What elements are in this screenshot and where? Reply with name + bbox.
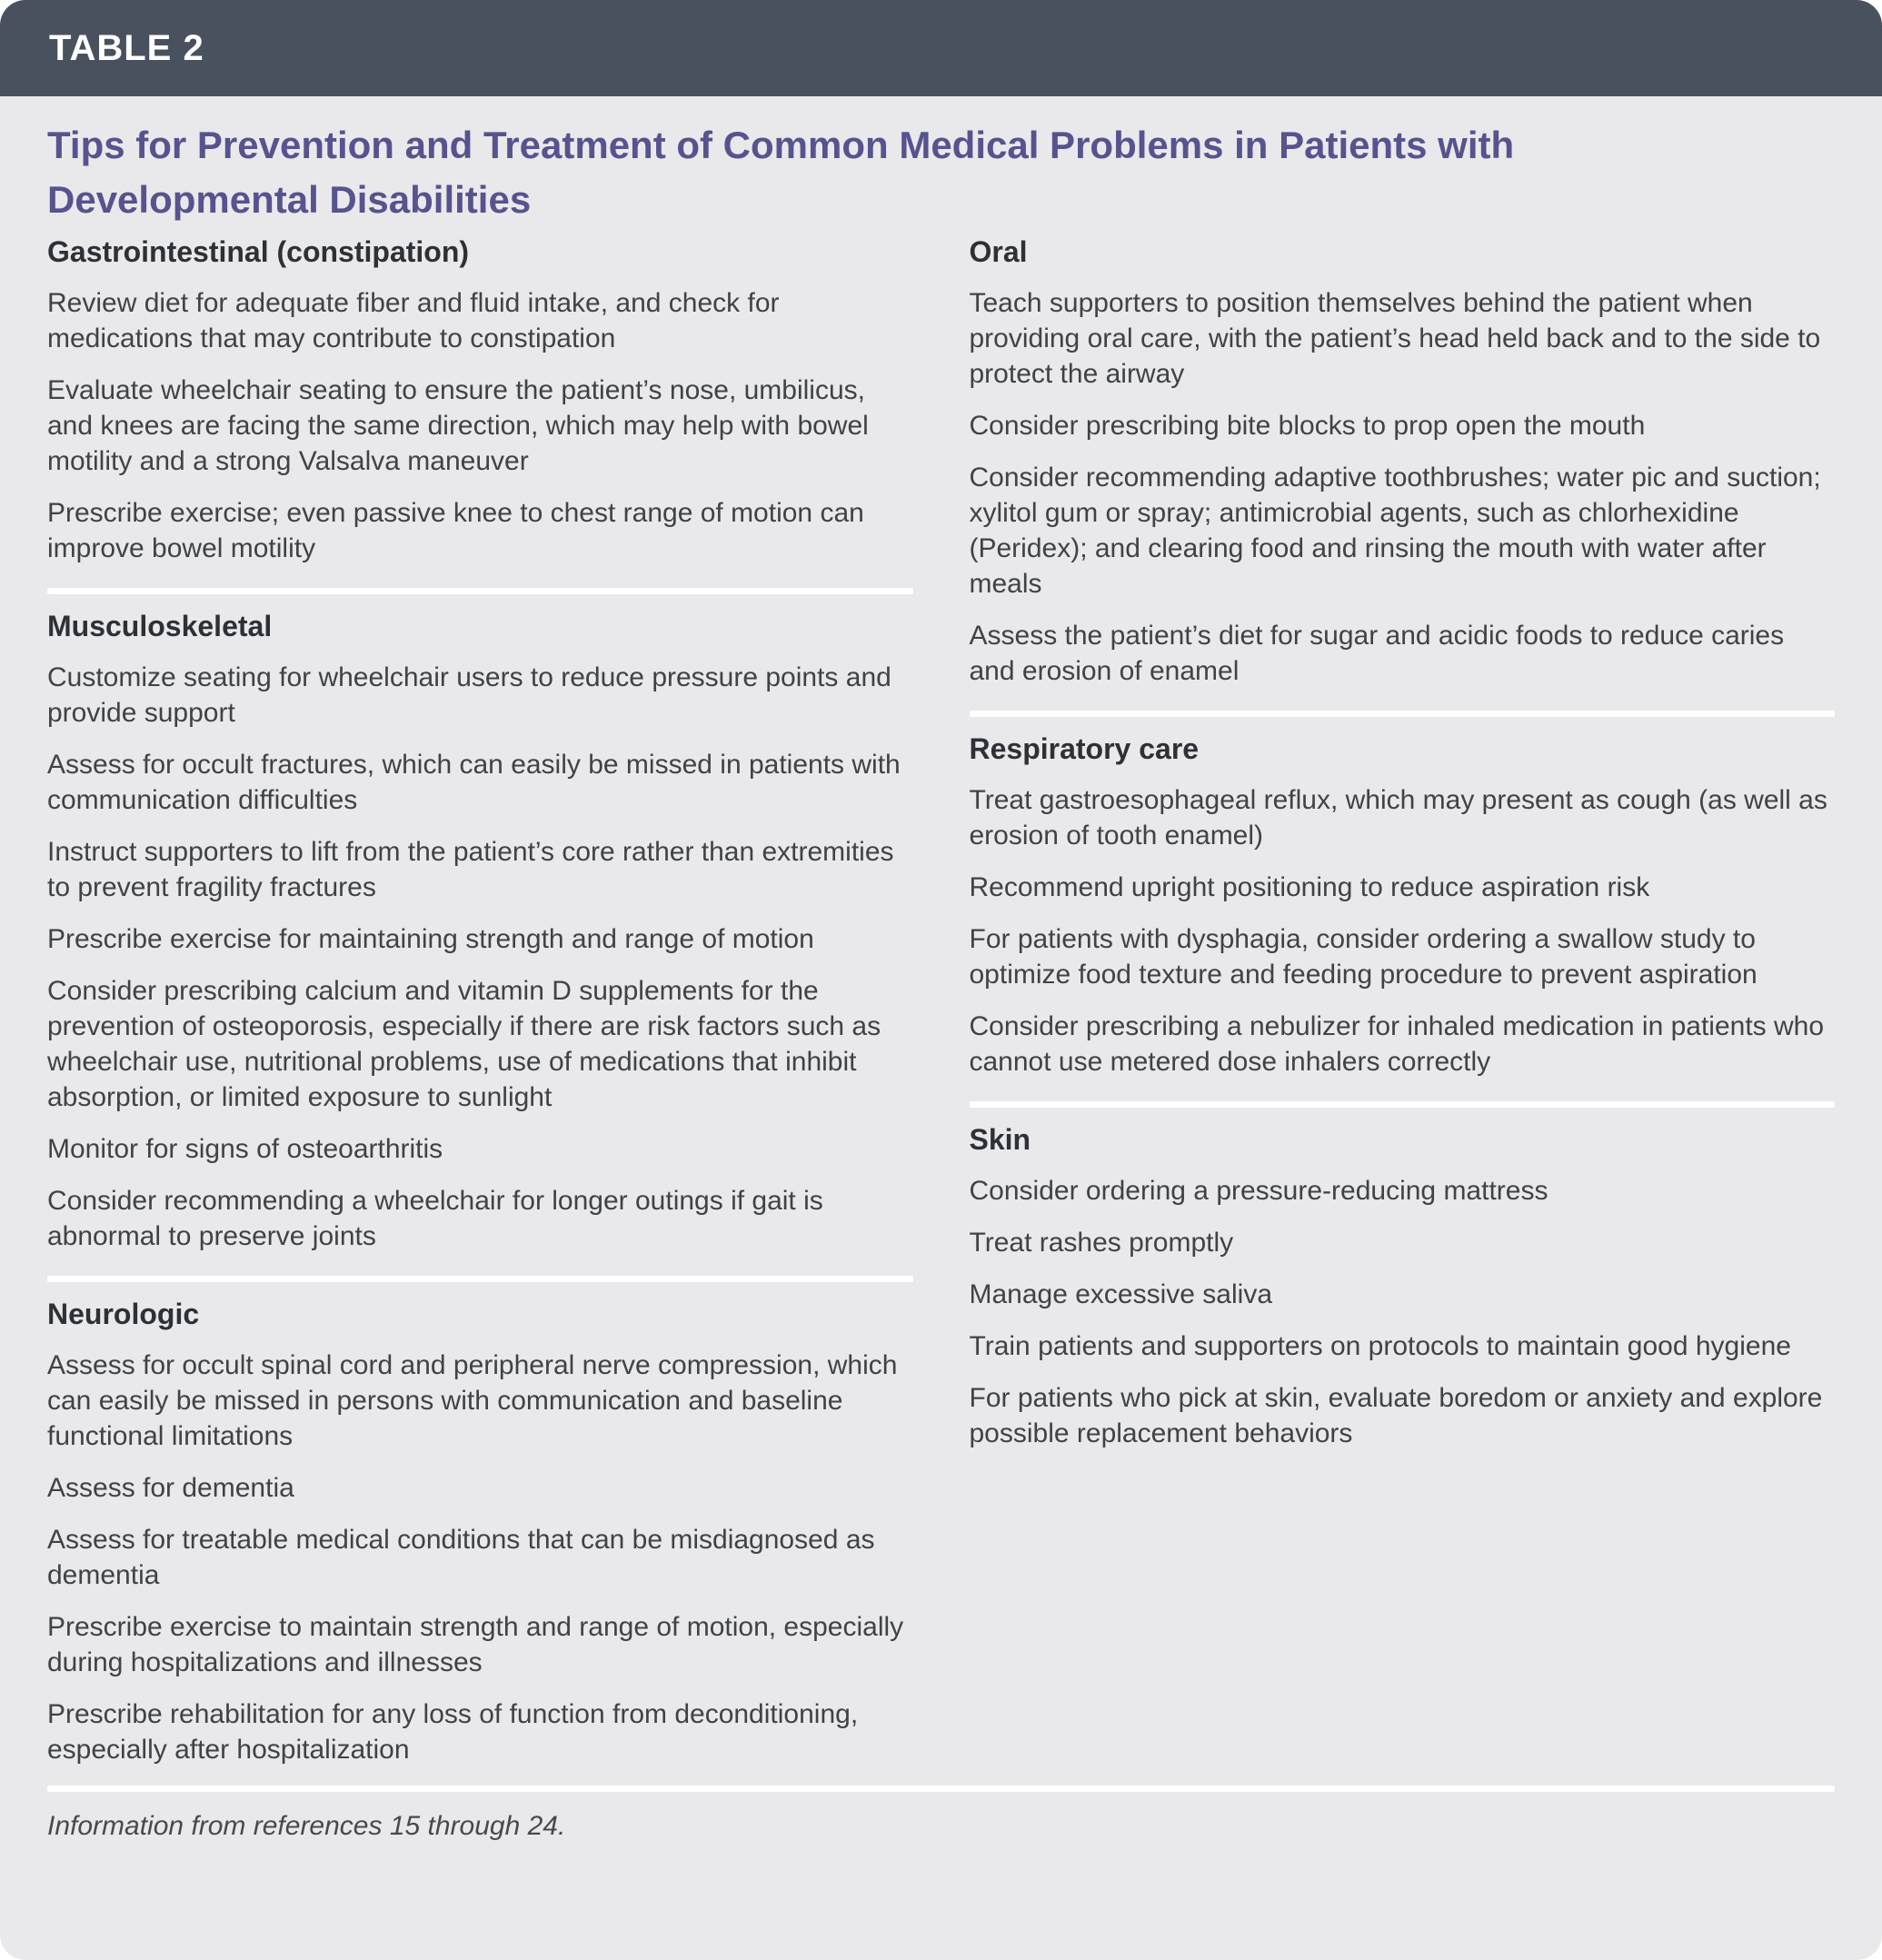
section-respiratory-care bbox=[970, 731, 1836, 1079]
tip-item: Instruct supporters to lift from the patient’s core rather than extremities to prevent fragility fractures bbox=[47, 837, 894, 902]
tip-item: Manage excessive saliva bbox=[969, 1279, 1273, 1309]
section-heading: Respiratory care bbox=[969, 732, 1200, 765]
tip-item: Consider recommending adaptive toothbrushes; water pic and suction; xylitol gum or spray; antimicrobial agents, such as chlorhexidine (Peridex); and clearing food and rinsing the mouth with water after meals bbox=[969, 463, 1821, 599]
tip-item: Consider prescribing calcium and vitamin D supplements for the prevention of osteoporosis, especially if there are risk factors such as wheelchair use, nutritional problems, use of medications that inhibit absorption, or limited exposure to sunlight bbox=[47, 976, 881, 1112]
tip-item: Prescribe exercise; even passive knee to chest range of motion can improve bowel motility bbox=[47, 498, 864, 563]
footer-divider bbox=[47, 1786, 1835, 1792]
tip-item: Consider ordering a pressure-reducing mattress bbox=[969, 1176, 1548, 1206]
tip-item: Review diet for adequate fiber and fluid intake, and check for medications that may contribute to constipation bbox=[47, 288, 780, 353]
footnote: Information from references 15 through 24. bbox=[47, 1811, 566, 1841]
section-heading: Musculoskeletal bbox=[47, 610, 273, 642]
tip-item: Assess for occult spinal cord and peripheral nerve compression, which can easily be missed in persons with communication and baseline functional limitations bbox=[47, 1350, 898, 1451]
table-number-label: TABLE 2 bbox=[49, 27, 204, 68]
tip-item: Recommend upright positioning to reduce aspiration risk bbox=[969, 872, 1650, 902]
tip-item: Consider recommending a wheelchair for longer outings if gait is abnormal to preserve joints bbox=[47, 1186, 823, 1251]
section-heading: Gastrointestinal (constipation) bbox=[47, 235, 470, 268]
tip-item: Consider prescribing bite blocks to prop open the mouth bbox=[969, 411, 1646, 441]
section-heading: Oral bbox=[969, 235, 1028, 268]
section-musculoskeletal bbox=[47, 609, 913, 1254]
section-heading: Neurologic bbox=[47, 1298, 200, 1330]
tip-item: For patients who pick at skin, evaluate boredom or anxiety and explore possible replacement behaviors bbox=[969, 1383, 1823, 1448]
tip-item: Assess for occult fractures, which can easily be missed in patients with communication difficulties bbox=[47, 750, 901, 815]
tip-item: For patients with dysphagia, consider ordering a swallow study to optimize food texture and feeding procedure to prevent aspiration bbox=[969, 924, 1758, 990]
tip-item: Treat rashes promptly bbox=[969, 1228, 1234, 1258]
table-header-bar bbox=[0, 0, 1882, 96]
tip-item: Assess for treatable medical conditions that can be misdiagnosed as dementia bbox=[47, 1525, 875, 1590]
tip-item: Prescribe rehabilitation for any loss of function from deconditioning, especially after hospitalization bbox=[47, 1699, 859, 1765]
tip-item: Assess for dementia bbox=[47, 1473, 294, 1503]
section-heading: Skin bbox=[969, 1123, 1031, 1156]
tip-item: Consider prescribing a nebulizer for inhaled medication in patients who cannot use metered dose inhalers correctly bbox=[969, 1011, 1825, 1077]
table-columns bbox=[0, 234, 1882, 1767]
column-left bbox=[47, 234, 913, 1767]
tip-item: Monitor for signs of osteoarthritis bbox=[47, 1134, 443, 1164]
tip-item: Treat gastroesophageal reflux, which may present as cough (as well as erosion of tooth enamel) bbox=[969, 785, 1827, 851]
tip-item: Prescribe exercise for maintaining strength and range of motion bbox=[47, 924, 814, 954]
section-divider bbox=[47, 588, 913, 594]
table-title: Tips for Prevention and Treatment of Common Medical Problems in Patients with Developmental Disabilities bbox=[47, 124, 1515, 221]
column-right bbox=[970, 234, 1836, 1451]
section-neurologic bbox=[47, 1297, 913, 1767]
section-divider bbox=[970, 1101, 1836, 1108]
tip-item: Evaluate wheelchair seating to ensure the patient’s nose, umbilicus, and knees are facing the same direction, which may help with bowel motility and a strong Valsalva maneuver bbox=[47, 375, 869, 476]
tip-item: Prescribe exercise to maintain strength and range of motion, especially during hospitalizations and illnesses bbox=[47, 1612, 904, 1677]
section-divider bbox=[47, 1276, 913, 1282]
section-gastrointestinal-constipation bbox=[47, 234, 913, 566]
tip-item: Teach supporters to position themselves behind the patient when providing oral care, with the patient’s head held back and to the side to protect the airway bbox=[969, 288, 1821, 389]
tip-item: Train patients and supporters on protocols to maintain good hygiene bbox=[969, 1331, 1791, 1361]
section-skin bbox=[970, 1122, 1836, 1451]
tip-item: Customize seating for wheelchair users to reduce pressure points and provide support bbox=[47, 662, 891, 728]
section-oral bbox=[970, 234, 1836, 689]
tip-item: Assess the patient’s diet for sugar and acidic foods to reduce caries and erosion of enamel bbox=[969, 621, 1785, 686]
section-divider bbox=[970, 711, 1836, 717]
